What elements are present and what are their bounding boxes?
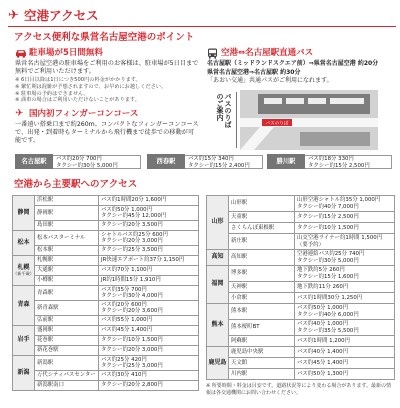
- prefecture-cell: [13, 286, 35, 326]
- access-detail-line: バス約1時間30分 1,250円: [297, 294, 363, 301]
- station-badge: 名古屋駅: [15, 154, 53, 169]
- access-table-left: [12, 195, 199, 391]
- page-title: 空港アクセス: [24, 8, 99, 23]
- prefecture-name: 熊本: [211, 320, 224, 328]
- access-detail-line: バス約50分 1,000円: [101, 206, 152, 213]
- parking-title: 駐車場が5日間無料: [29, 48, 103, 58]
- prefecture-name: 岩手: [17, 336, 30, 344]
- table-row: [207, 320, 395, 336]
- table-row: [13, 206, 199, 221]
- access-detail-cell: [99, 276, 199, 286]
- table-row: [207, 304, 395, 320]
- access-detail-line: タクシー約25分 3,000円: [101, 363, 163, 369]
- access-detail-cell: [99, 356, 199, 371]
- access-detail-line: タクシー約15分 1,600円: [297, 273, 359, 280]
- station-cell: 万代シティバスセンター: [35, 371, 99, 381]
- access-detail-line: バス約70分 1,100円: [101, 267, 152, 274]
- access-detail-cell: [99, 256, 199, 266]
- station-cell: 新庄駅: [229, 234, 295, 250]
- bus-time: バス約20分 700円: [56, 156, 102, 162]
- access-detail-cell: [99, 286, 199, 301]
- airplane-icon: ✈: [15, 108, 24, 119]
- concourse-body: 一番遠い搭乗口まで約260m。コンパクトなフィンガーコンコースで、出発・到着時もターミナルから飛行機まで徒歩での移動が可能です。: [15, 121, 199, 144]
- table-row: [13, 336, 199, 346]
- access-detail-line: タクシー約40分 7,000円: [297, 203, 359, 210]
- access-detail-line: バス約20分 600円: [101, 301, 147, 308]
- access-detail-line: タクシー約20分 2,800円: [101, 382, 163, 389]
- station-badge: 勝川駅: [267, 154, 305, 169]
- access-detail-cell: [99, 266, 199, 276]
- building-window: [286, 98, 304, 104]
- access-detail-line: タクシー約45分 12,000円: [101, 213, 167, 219]
- access-detail-line: タクシー約20分 3,000円: [101, 347, 163, 354]
- table-row: [207, 223, 395, 234]
- station-access-info: [305, 155, 392, 169]
- access-detail-cell: [99, 301, 199, 316]
- parking-structure: [300, 132, 370, 146]
- access-detail-cell: [295, 347, 395, 358]
- table-row: [13, 326, 199, 336]
- station-cell: 浜松駅: [35, 196, 99, 206]
- access-detail-cell: [99, 371, 199, 381]
- access-detail-cell: [99, 246, 199, 256]
- station-access-info: [185, 155, 263, 169]
- access-detail-cell: [295, 304, 395, 320]
- access-detail-line: タクシー約20分 3,600円: [101, 308, 163, 314]
- table-row: [13, 256, 199, 266]
- prefecture-name: 新潟: [17, 368, 30, 376]
- taxi-time: タクシー約15分 2,400円: [188, 162, 250, 169]
- access-detail-cell: [295, 369, 395, 380]
- prefecture-airport: （新千歳）: [13, 271, 34, 277]
- prefecture-name: 鹿児島: [208, 358, 227, 366]
- access-detail-line: タクシー約20分 3,500円: [101, 222, 163, 229]
- prefecture-name: 札幌: [17, 263, 30, 271]
- bus-info: [207, 60, 395, 86]
- station-cell: 静岡駅: [35, 206, 99, 221]
- station-cell: 新青森駅: [35, 301, 99, 316]
- access-table-right: [206, 195, 395, 380]
- taxi-time: タクシー約30分 5,000円: [56, 162, 118, 169]
- table-row: [13, 356, 199, 371]
- taxi-time: タクシー約15分 2,500円: [308, 162, 370, 169]
- access-detail-cell: [99, 346, 199, 356]
- bus-icon: [207, 48, 218, 59]
- access-detail-cell: [99, 196, 199, 206]
- access-detail-cell: [99, 221, 199, 231]
- prefecture-name: 高知: [211, 253, 224, 261]
- access-detail-cell: [99, 381, 199, 391]
- access-detail-cell: [99, 231, 199, 246]
- station-cell: 新花巻駅: [35, 346, 99, 356]
- access-detail-cell: [99, 336, 199, 346]
- prefecture-cell: [207, 347, 229, 380]
- access-detail-cell: [295, 266, 395, 282]
- access-detail-cell: [99, 326, 199, 336]
- station-cell: 青森駅: [35, 286, 99, 301]
- prefecture-cell: [207, 250, 229, 266]
- bus-time: バス約15分 340円: [188, 156, 234, 162]
- table-row: [207, 347, 395, 358]
- access-detail-line: JR約1時間15分 1,910円: [101, 277, 161, 284]
- table-row: [207, 212, 395, 223]
- table-row: [13, 221, 199, 231]
- station-cell: 盛岡駅: [35, 326, 99, 336]
- table-row: [13, 246, 199, 256]
- concourse-title: 国内初フィンガーコンコース: [29, 109, 139, 119]
- bus-time: バス約18分 330円: [308, 156, 354, 162]
- station-cell: 島田駅: [35, 221, 99, 231]
- table-row: [207, 234, 395, 250]
- prefecture-name: 福岡: [211, 280, 224, 288]
- bus-title: 空港⇔名古屋駅直通バス: [221, 48, 314, 58]
- prefecture-cell: [13, 356, 35, 391]
- prefecture-cell: [207, 196, 229, 250]
- station-cell: 大通駅: [35, 266, 99, 276]
- table-row: [207, 358, 395, 369]
- access-detail-line: タクシー約30分 4,000円: [101, 293, 163, 299]
- access-detail-line: （要予約）: [297, 241, 324, 248]
- access-detail-line: シャトルバス約25分 600円: [101, 231, 168, 238]
- access-detail-cell: [295, 212, 395, 223]
- prefecture-cell: [13, 256, 35, 286]
- access-detail-line: タクシー約35分 5,500円: [297, 327, 359, 334]
- parking-note: ※ 満車の場合はご利用いただけないことがあります。: [15, 97, 140, 104]
- table-row: [13, 231, 199, 246]
- station-cell: 新潟駅: [35, 356, 99, 371]
- parking-notes: [15, 77, 200, 104]
- prefecture-cell: [13, 326, 35, 356]
- access-detail-line: バス約1時間 1,200円: [297, 337, 350, 344]
- prefecture-name: 青森: [17, 301, 30, 309]
- prefecture-name: 山形: [211, 218, 224, 226]
- prefecture-cell: [13, 196, 35, 231]
- access-detail-line: タクシー約10分 1,500円: [101, 337, 163, 344]
- section-subtitle: アクセス便利な県営名古屋空港のポイント: [14, 32, 195, 43]
- access-detail-cell: [295, 320, 395, 336]
- access-detail-line: バス約30分 410円: [101, 372, 147, 379]
- prefecture-name: 松本: [17, 238, 30, 246]
- prefecture-cell: [13, 231, 35, 256]
- station-cell: 弘前駅: [35, 316, 99, 326]
- bus-route-line: 県営名古屋空港⇒名古屋駅 約30分: [207, 68, 301, 76]
- access-detail-line: バス約40分 1,400円: [297, 348, 348, 355]
- access-detail-cell: [99, 316, 199, 326]
- map-road: [240, 118, 378, 127]
- prefecture-name: 静岡: [17, 208, 30, 216]
- table-row: [13, 346, 199, 356]
- station-cell: 山形駅: [229, 196, 295, 212]
- access-detail-cell: [295, 234, 395, 250]
- airplane-icon: ✈: [8, 8, 19, 23]
- access-detail-line: JR快速エアポート約37分 1,150円: [101, 257, 185, 264]
- access-detail-line: タクシー約30分 5,000円: [297, 257, 359, 264]
- access-section-title: 空港から主要駅へのアクセス: [14, 179, 138, 190]
- station-cell: 川内駅: [229, 369, 295, 380]
- parking-note: ※ 繁忙期は混雑が予想されますので、お早めにお越しください。: [15, 83, 167, 90]
- access-detail-cell: [99, 206, 199, 221]
- access-detail-line: バス約55分 1,000円: [101, 317, 152, 324]
- access-detail-cell: [295, 336, 395, 347]
- station-cell: 熊本桜町BT: [229, 320, 295, 336]
- access-detail-line: バス約1時間20分 1,600円: [101, 197, 167, 204]
- station-access-info: [53, 155, 141, 169]
- table-row: [207, 196, 395, 212]
- station-cell: 鹿児島中央駅: [229, 347, 295, 358]
- access-detail-cell: [295, 250, 395, 266]
- table-row: [207, 250, 395, 266]
- station-cell: 天童駅: [229, 212, 295, 223]
- bus-stop-map: [240, 90, 378, 150]
- table-row: [13, 301, 199, 316]
- station-cell: 花巻駅: [35, 336, 99, 346]
- building-window: [308, 98, 326, 104]
- station-cell: さくらんぼ東根駅: [229, 223, 295, 234]
- footnote: ※ 所要時間・料金は目安です。道路状況等により変わる場合があります。最新の情報は各交通機関にお問い合わせください。: [206, 383, 391, 396]
- table-row: [207, 293, 395, 304]
- table-row: [207, 336, 395, 347]
- bus-stop-label: バスのりば: [265, 121, 289, 127]
- access-detail-line: タクシー約10分 1,500円: [297, 224, 359, 231]
- bus-pass-note: 「あおい交通」共通パスがご利用になれます。: [207, 77, 333, 84]
- bus-stop-map-title: バスのりばのご案内: [216, 93, 232, 128]
- access-detail-cell: [295, 282, 395, 293]
- table-row: [13, 196, 199, 206]
- station-cell: 高知駅: [229, 250, 295, 266]
- station-cell: 松本駅: [35, 246, 99, 256]
- access-detail-line: タクシー約20分 3,000円: [101, 238, 163, 244]
- table-row: [207, 266, 395, 282]
- station-cell: 阿蘇駅: [229, 336, 295, 347]
- table-row: [13, 276, 199, 286]
- table-row: [13, 381, 199, 391]
- access-detail-line: 山交空港ライナー約1時間 1,500円: [297, 235, 383, 242]
- access-detail-line: バス約45分 1,400円: [101, 327, 152, 334]
- parking-note: ※ 6日目以降は1日につき500円の料金がかかります。: [15, 77, 141, 83]
- access-detail-line: バス約25分 420円: [101, 356, 147, 363]
- station-cell: 新潟駅南口: [35, 381, 99, 391]
- station-cell: 博多駅: [229, 266, 295, 282]
- prefecture-cell: [207, 304, 229, 347]
- access-detail-line: 山形空港シャトル約35分 1,000円: [297, 197, 381, 204]
- parking-note: ※ 駐車場の予約はできません。: [15, 90, 89, 97]
- header-rule: [8, 26, 396, 27]
- building-window: [330, 98, 364, 104]
- bus-route-line: 名古屋駅（ミッドランドスクエア前）⇒県営名古屋空港 約20分: [207, 60, 379, 67]
- table-row: [207, 282, 395, 293]
- access-detail-line: タクシー約40分 6,000円: [297, 311, 359, 318]
- access-detail-cell: [295, 223, 395, 234]
- access-detail-line: 地下鉄約5分 260円: [297, 267, 345, 274]
- table-row: [13, 286, 199, 301]
- station-cell: 熊本駅: [229, 304, 295, 320]
- station-cell: 札幌駅: [35, 256, 99, 266]
- access-detail-line: 地下鉄約11分 260円: [297, 283, 349, 290]
- station-cell: 小樽駅: [35, 276, 99, 286]
- access-detail-line: バス約50分 1,000円: [297, 305, 348, 312]
- station-badge: 西春駅: [147, 154, 185, 169]
- table-row: [13, 371, 199, 381]
- access-detail-line: バス約40分 1,000円: [297, 321, 348, 328]
- access-detail-cell: [295, 196, 395, 212]
- car-icon: [15, 49, 27, 58]
- table-row: [207, 369, 395, 380]
- access-detail-cell: [295, 293, 395, 304]
- access-detail-cell: [295, 358, 395, 369]
- map-divider: [236, 92, 237, 148]
- access-detail-line: タクシー約15分 2,500円: [297, 213, 359, 220]
- access-detail-line: 空港連絡バス約25分 740円: [297, 251, 365, 258]
- access-detail-line: バス約50分 1,300円: [297, 370, 348, 377]
- table-row: [13, 266, 199, 276]
- access-detail-line: タクシー約25分 3,500円: [101, 247, 163, 254]
- access-detail-line: バス約45分 1,400円: [297, 359, 348, 366]
- prefecture-cell: [207, 266, 229, 304]
- access-detail-line: バス約35分 700円: [101, 286, 147, 293]
- station-cell: 天文館: [229, 358, 295, 369]
- table-row: [13, 316, 199, 326]
- station-cell: 小倉駅: [229, 293, 295, 304]
- parking-body: 県営名古屋空港の駐車場をご利用のお客様は、駐車場が5日目まで無料でご利用いただけます。: [15, 60, 199, 75]
- station-cell: 松本バスターミナル: [35, 231, 99, 246]
- station-cell: 天神駅: [229, 282, 295, 293]
- building-window: [264, 98, 282, 104]
